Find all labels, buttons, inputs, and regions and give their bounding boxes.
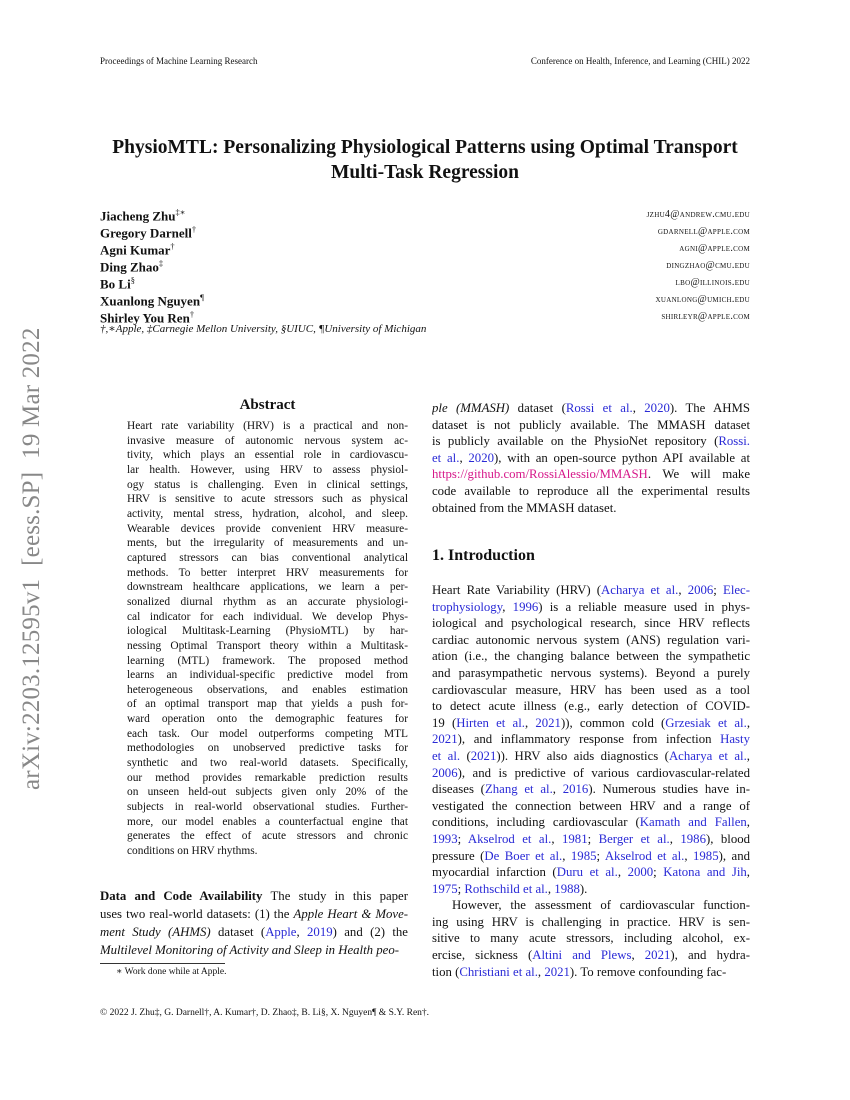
citation-link[interactable]: 2021 (470, 748, 497, 763)
text-line (127, 785, 408, 800)
citation-link[interactable]: Christiani et al. (459, 964, 538, 979)
citation-link[interactable]: 1985 (693, 848, 719, 863)
text-span: downstream healthcare applications, we learn a per- (127, 581, 408, 594)
text-span: sitive to many acute stressors, including alcohol, ex- (432, 931, 750, 946)
text-span: )), common cold ( (560, 715, 666, 730)
text-span: of an optimal transport map that yields a push for- (127, 698, 408, 711)
text-line (432, 765, 750, 782)
text-span: Heart Rate Variability (HRV) ( (432, 583, 602, 597)
text-span: ). To remove confounding fac- (569, 964, 727, 979)
author-email: jzhu4@andrew.cmu.edu (646, 209, 750, 220)
citation-link[interactable]: De Boer et al. (484, 848, 563, 863)
text-line (127, 639, 408, 654)
text-span: ), and inflammatory response from infection (457, 732, 721, 747)
author-name: Bo Li§ (100, 275, 135, 292)
text-line (127, 624, 408, 639)
text-span: Wearable devices provide convenient HRV measure- (127, 522, 408, 535)
text-span: cal indicator for each individual. We develop Phys- (127, 610, 408, 623)
text-span: . We will make (647, 467, 750, 482)
citation-link[interactable]: Berger et al. (598, 831, 670, 846)
citation-link[interactable]: Rossi et al. (565, 401, 633, 415)
text-span: subjects in real-world observational studies. Further- (127, 801, 408, 814)
url-link[interactable]: https://github.com/RossiAlessio/MMASH (432, 467, 648, 482)
author-email: agni@apple.com (679, 243, 750, 254)
text-line (432, 914, 750, 931)
text-span: , (746, 865, 750, 880)
citation-link[interactable]: 2021 (432, 732, 458, 747)
text-line (100, 905, 408, 923)
text-span: ward operation onto the demographic features for (127, 713, 408, 726)
text-span: iological and psychological research, since HRV reflects (432, 616, 750, 631)
text-span: ing using HRV is challenging in practice. HRV is sen- (432, 914, 750, 929)
text-span: tion ( (432, 964, 460, 979)
text-span: sonalized diurnal rhythm as an accurate physiologi- (127, 595, 408, 608)
italic-text: Multilevel Monitoring of Activity and Sleep in Health peo- (100, 943, 399, 957)
text-line (127, 463, 408, 478)
text-line (127, 756, 408, 771)
citation-link[interactable]: 1986 (680, 831, 706, 846)
running-header-left: Proceedings of Machine Learning Research (100, 56, 258, 66)
text-line (432, 864, 750, 881)
author-affiliation-mark: ‡ (158, 258, 164, 268)
text-span: more, our model enables a counterfactual engine that (127, 815, 408, 828)
author-affiliation-mark: † (189, 309, 195, 319)
text-line (127, 551, 408, 566)
citation-link[interactable]: Altini and Plews (532, 948, 632, 963)
text-line (127, 478, 408, 493)
author-email: xuanlong@umich.edu (655, 294, 750, 305)
title-line: Multi-Task Regression (331, 162, 519, 183)
affiliations: †,∗Apple, ‡Carnegie Mellon University, §UIUC, ¶University of Michigan (100, 323, 427, 335)
text-span: , (502, 599, 513, 614)
author-email: gdarnell@apple.com (657, 226, 750, 237)
text-line (432, 466, 750, 483)
text-span: dataset ( (509, 401, 566, 415)
text-span: , (552, 782, 563, 797)
text-line (432, 615, 750, 632)
title-line: PhysioMTL: Personalizing Physiological Patterns using Optimal Transport (112, 137, 738, 158)
text-line (127, 434, 408, 449)
text-span: , (537, 964, 545, 979)
text-span: HRV is sensitive to acute stressors such as physical (127, 493, 408, 506)
author-affiliation-mark: ‡∗ (175, 207, 186, 217)
citation-link[interactable]: 1988 (554, 881, 580, 896)
citation-link[interactable]: Katona and Jih (663, 865, 747, 880)
text-span: ). (579, 881, 588, 896)
text-line (127, 683, 408, 698)
text-span: is publicly available on the PhysioNet repository ( (432, 434, 719, 449)
text-span: , (746, 715, 750, 730)
text-line (432, 715, 750, 732)
text-span: ), with an open-source python API available at (494, 450, 750, 465)
italic-text: Apple Heart & Move- (293, 907, 408, 921)
text-span: on unseen held-out subjects given only 20% of the (127, 786, 408, 799)
citation-link[interactable]: Rossi. (718, 434, 750, 449)
author-email: dingzhao@cmu.edu (666, 260, 750, 271)
text-span: and parasympathetic nervous systems). Beyond a purely (432, 665, 750, 680)
citation-link[interactable]: 2021 (644, 948, 671, 963)
citation-link[interactable]: Rothschild et al. (464, 881, 548, 896)
text-span: , (632, 401, 645, 415)
text-line (127, 741, 408, 756)
text-span: ; (457, 831, 468, 846)
text-span: ) is a reliable measure used in phys- (538, 599, 750, 614)
text-line (100, 941, 408, 959)
text-span: , (631, 948, 645, 963)
text-line (127, 727, 408, 742)
text-span: methods. To better interpret HRV measurements for (127, 566, 408, 579)
italic-text: ment Study (AHMS) (100, 925, 211, 939)
text-line (127, 800, 408, 815)
text-span: , (551, 831, 562, 846)
introduction-body (432, 582, 750, 980)
text-span: ments, but the irregularity of measurements and un- (127, 537, 408, 550)
text-line (432, 881, 750, 898)
text-line (127, 507, 408, 522)
citation-link[interactable]: 2000 (627, 865, 654, 880)
text-span: ). Numerous studies have in- (588, 782, 750, 797)
citation-link[interactable]: 2021 (535, 715, 561, 730)
text-line (432, 848, 750, 865)
text-line (432, 964, 750, 981)
text-line (127, 536, 408, 551)
author-name: Xuanlong Nguyen¶ (100, 292, 204, 309)
text-line (432, 781, 750, 798)
text-span: conditions on HRV rhythms. (127, 845, 258, 858)
citation-link[interactable]: Kamath and Fallen (639, 815, 747, 830)
citation-link[interactable]: et al. (432, 748, 461, 763)
text-line (127, 522, 408, 537)
running-header-right: Conference on Health, Inference, and Learning (CHIL) 2022 (530, 56, 750, 66)
text-line (127, 668, 408, 683)
text-span: to detect acute illness (e.g., early detection of COVID- (432, 699, 750, 714)
citation-link[interactable]: 1975 (432, 881, 458, 896)
text-span: each task. Our model outperforms competing MTL (127, 727, 408, 740)
citation-link[interactable]: 2019 (307, 925, 333, 939)
citation-link[interactable]: 1996 (512, 599, 539, 614)
text-line (127, 712, 408, 727)
text-line (432, 814, 750, 831)
text-line (432, 500, 750, 517)
text-line (432, 599, 750, 616)
text-span: , (547, 881, 555, 896)
text-span: cardiovascular measure, HRV has been used as a tool (432, 682, 750, 697)
text-span: captured stressors can bias conventional analytical (127, 551, 408, 564)
text-line (127, 448, 408, 463)
text-line (432, 417, 750, 434)
text-span: diseases ( (432, 782, 485, 797)
text-span: , (669, 831, 681, 846)
author-affiliation-mark: † (191, 224, 197, 234)
text-span: ation (i.e., the changing balance between the sympathetic (432, 649, 750, 664)
text-span: our method provides remarkable prediction results (127, 771, 408, 784)
citation-link[interactable]: 1985 (570, 848, 597, 863)
text-span: ). The AHMS (669, 401, 750, 415)
text-span: , (296, 925, 308, 939)
text-span: Heart rate variability (HRV) is a practical and non- (127, 420, 408, 432)
text-line (127, 566, 408, 581)
text-span: )). HRV also aids diagnostics ( (496, 748, 669, 763)
author-name: Gregory Darnell† (100, 224, 197, 241)
text-line (127, 492, 408, 507)
text-line (432, 682, 750, 699)
author-affiliation-mark: † (170, 241, 175, 251)
citation-link[interactable]: 2020 (468, 450, 494, 465)
text-span: , (524, 715, 536, 730)
text-span: ), and is predictive of various cardiovascular-related (457, 765, 750, 780)
citation-link[interactable]: Acharya et al. (668, 748, 747, 763)
citation-link[interactable]: Akselrod et al. (604, 848, 685, 863)
text-span: learning (MTL) framework. The proposed method (127, 654, 408, 667)
citation-link[interactable]: 2016 (562, 782, 589, 797)
citation-link[interactable]: Elec- (723, 583, 750, 597)
text-line (432, 731, 750, 748)
author-email: shirleyr@apple.com (661, 311, 750, 322)
text-span: dataset ( (210, 925, 266, 939)
text-span: tivity, which plays an essential role in cardiovascu- (127, 449, 408, 462)
text-span: code available to reproduce all the experimental results (432, 483, 750, 498)
citation-link[interactable]: trophysiology (432, 599, 503, 614)
citation-link[interactable]: Akselrod et al. (467, 831, 552, 846)
text-line (127, 419, 408, 434)
paper-title (0, 135, 850, 185)
text-line (127, 654, 408, 669)
section-heading-introduction: 1. Introduction (432, 547, 535, 564)
text-line (127, 580, 408, 595)
text-line (127, 829, 408, 844)
text-span: generates the effect of acute stressors and chronic (127, 830, 408, 843)
text-line (432, 400, 750, 417)
text-line (432, 450, 750, 467)
text-line (127, 815, 408, 830)
text-span: iological Multitask-Learning (PhysioMTL) by har- (127, 625, 408, 638)
copyright-notice: © 2022 J. Zhu‡, G. Darnell†, A. Kumar†, D. Zhao‡, B. Li§, X. Nguyen¶ & S.Y. Ren†. (100, 1008, 430, 1018)
citation-link[interactable]: 1993 (432, 831, 458, 846)
author-name: Shirley You Ren† (100, 309, 195, 326)
text-line (432, 930, 750, 947)
citation-link[interactable]: Hirten et al. (456, 715, 525, 730)
text-span: lar health. However, using HRV to assess physiol- (127, 463, 408, 476)
text-span: conditions, including cardiovascular ( (432, 815, 640, 830)
text-span: ercise, sickness ( (432, 948, 533, 963)
text-line (432, 748, 750, 765)
text-span: ; (653, 865, 664, 880)
text-span: ; (587, 831, 599, 846)
text-span: The study in this paper (262, 889, 408, 903)
citation-link[interactable]: 2020 (644, 401, 670, 415)
text-span: ), blood (705, 831, 750, 846)
text-span: dataset is not publicly available. The MMASH dataset (432, 417, 750, 432)
text-line (432, 947, 750, 964)
text-line (432, 798, 750, 815)
author-name: Agni Kumar† (100, 241, 175, 258)
data-availability-continued (432, 400, 750, 516)
text-span: invasive measure of autonomic nervous system ac- (127, 434, 408, 447)
arxiv-stamp: arXiv:2203.12595v1 [eess.SP] 19 Mar 2022 (18, 327, 45, 790)
text-span: methodologies on unobserved predictive tasks for (127, 742, 408, 755)
text-span: , (746, 748, 750, 763)
citation-link[interactable]: 1981 (562, 831, 588, 846)
data-availability-section (100, 887, 408, 959)
text-span: cardiac autonomic nervous system (ANS) regulation vari- (432, 632, 750, 647)
text-span: myocardial infarction ( (432, 865, 557, 880)
text-line (432, 648, 750, 665)
text-span: , (746, 815, 750, 830)
text-line (100, 923, 408, 941)
text-span: However, the assessment of cardiovascular function- (452, 898, 750, 913)
citation-link[interactable]: Grzesiak et al. (665, 715, 747, 730)
text-span: ), and (718, 848, 750, 863)
text-span: pressure ( (432, 848, 485, 863)
text-line (127, 697, 408, 712)
text-span: , (617, 865, 628, 880)
text-span: , (684, 848, 693, 863)
text-span: synthetic and two real-world datasets. Specifically, (127, 757, 408, 770)
text-line (127, 771, 408, 786)
citation-link[interactable]: 2006 (687, 583, 714, 597)
text-span: ; (457, 881, 465, 896)
text-line (432, 582, 750, 599)
author-affiliation-mark: ¶ (200, 292, 204, 302)
text-line (432, 698, 750, 715)
citation-link[interactable]: Zhang et al. (484, 782, 553, 797)
text-span: learns an individual-specific predictive model from (127, 669, 408, 682)
text-span: ogy status is challenging. Even in clinical settings, (127, 478, 408, 491)
citation-link[interactable]: Hasty (720, 732, 750, 747)
text-span: 19 ( (432, 715, 457, 730)
citation-link[interactable]: et al. (432, 450, 460, 465)
author-name: Ding Zhao‡ (100, 258, 164, 275)
text-span: ), and hydra- (670, 948, 750, 963)
text-span: heterogeneous observations, and enables estimation (127, 683, 408, 696)
citation-link[interactable]: Duru et al. (556, 865, 618, 880)
footnote-divider (100, 963, 225, 964)
text-span: ) and (2) the (332, 925, 408, 939)
text-span: , (459, 450, 469, 465)
text-span: ; (713, 583, 723, 597)
abstract-heading: Abstract (239, 397, 296, 413)
author-name: Jiacheng Zhu‡∗ (100, 207, 186, 224)
text-line (432, 665, 750, 682)
citation-link[interactable]: 2021 (544, 964, 570, 979)
abstract-body (127, 419, 408, 859)
citation-link[interactable]: Apple (265, 925, 297, 939)
author-email: lbo@illinois.edu (675, 277, 750, 288)
text-span: activity, mental stress, hydration, alcohol, and sleep. (127, 507, 408, 520)
text-line (127, 595, 408, 610)
text-span: vestigated the connection between HRV and a range of (432, 798, 750, 813)
text-span: ; (596, 848, 605, 863)
text-line (100, 887, 408, 905)
text-span: obtained from the MMASH dataset. (432, 500, 617, 515)
footnote: ∗ Work done while at Apple. (116, 967, 227, 977)
text-line (432, 897, 750, 914)
citation-link[interactable]: Acharya et al. (601, 583, 679, 597)
text-line (432, 632, 750, 649)
text-line (432, 831, 750, 848)
italic-text: ple (MMASH) (432, 401, 510, 415)
text-line (127, 610, 408, 625)
text-span: nessing Optimal Transport theory within a Multitask- (127, 639, 408, 652)
text-span: uses two real-world datasets: (1) the (100, 907, 294, 921)
text-span: ( (460, 748, 471, 763)
text-line (432, 433, 750, 450)
author-affiliation-mark: § (130, 275, 135, 285)
text-line (432, 483, 750, 500)
text-span: , (562, 848, 571, 863)
paragraph-heading: Data and Code Availability (100, 889, 263, 903)
text-span: , (678, 583, 688, 597)
text-line (127, 844, 408, 859)
citation-link[interactable]: 2006 (432, 765, 458, 780)
